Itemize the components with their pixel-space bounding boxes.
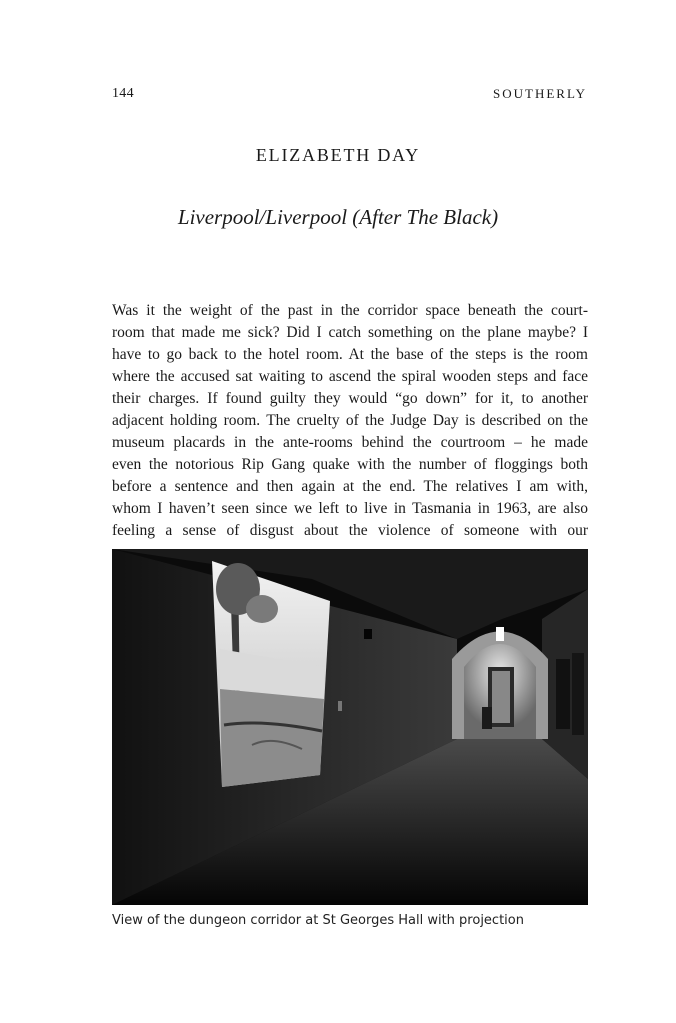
body-line: their charges. If found guilty they would “go down” for it, to another (112, 390, 588, 407)
body-line: Was it the weight of the past in the corridor space beneath the court- (112, 302, 588, 319)
body-line: before a sentence and then again at the end. The relatives I am with, (112, 478, 588, 495)
page-number: 144 (112, 86, 134, 101)
body-text (112, 300, 588, 542)
body-line: whom I haven’t seen since we left to live in Tasmania in 1963, are also (112, 500, 588, 517)
article-title: Liverpool/Liverpool (After The Black) (177, 205, 499, 229)
body-line: room that made me sick? Did I catch something on the plane maybe? I (112, 324, 588, 341)
body-line: museum placards in the ante-rooms behind the courtroom – he made (112, 434, 588, 451)
body-line: adjacent holding room. The cruelty of the Judge Day is described on the (112, 412, 588, 429)
body-line: feeling a sense of disgust about the violence of someone with our (112, 522, 588, 539)
running-title: SOUTHERLY (493, 86, 587, 101)
body-line: have to go back to the hotel room. At the base of the steps is the room (112, 346, 588, 363)
figure-caption: View of the dungeon corridor at St Georges Hall with projection (112, 913, 524, 928)
corridor-photo-illustration (112, 549, 588, 905)
body-line: even the notorious Rip Gang quake with the number of floggings both (112, 456, 588, 473)
author-name: ELIZABETH DAY (255, 145, 421, 165)
corridor-photo (112, 549, 588, 905)
body-line: where the accused sat waiting to ascend the spiral wooden steps and face (112, 368, 588, 385)
